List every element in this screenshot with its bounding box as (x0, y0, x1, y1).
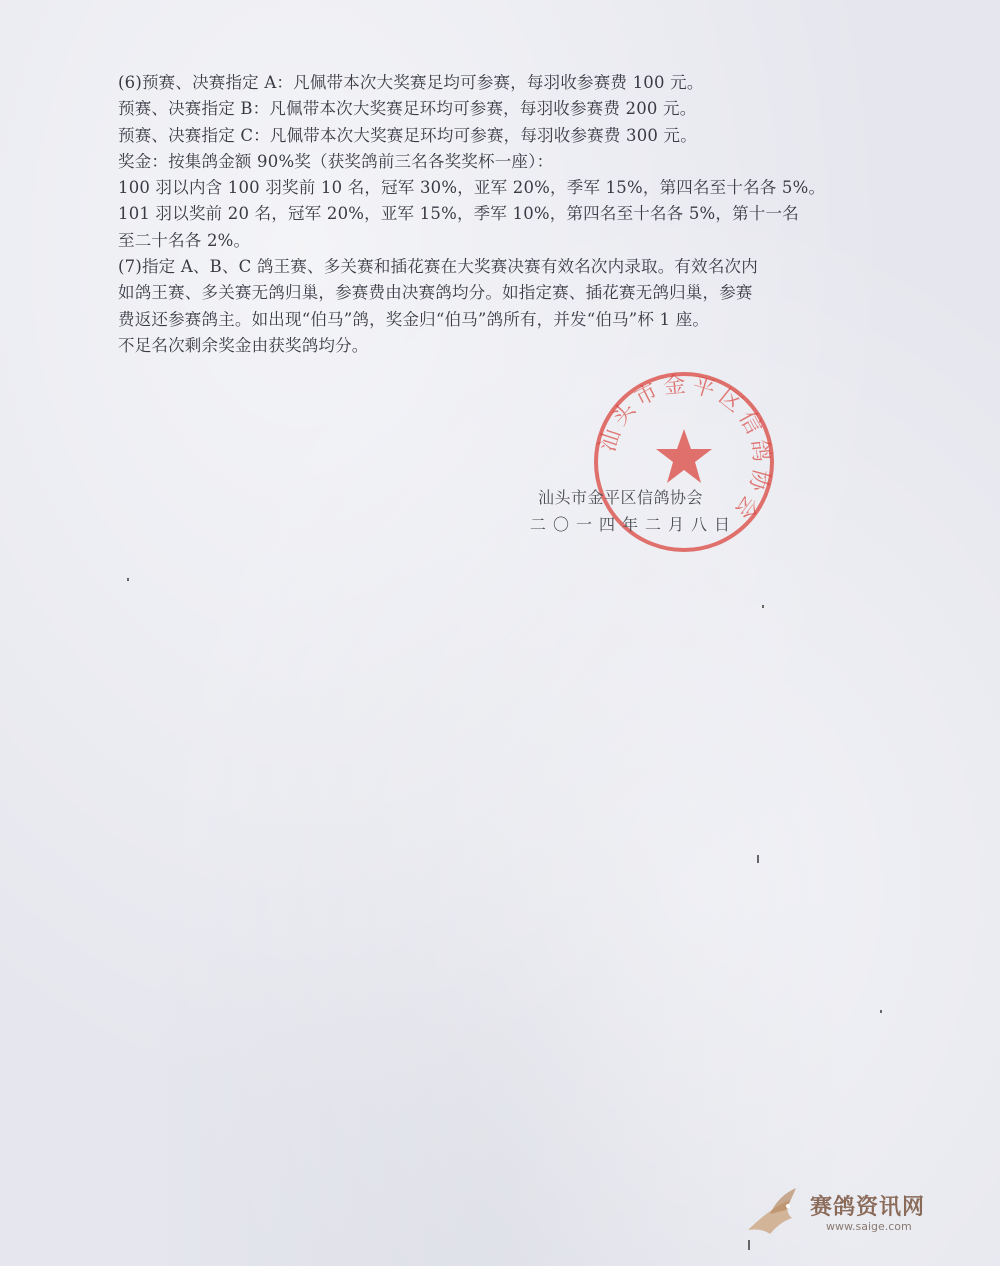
pigeon-logo-icon (740, 1178, 810, 1248)
watermark-name: 赛鸽资讯网 (810, 1195, 926, 1220)
text-line: 预赛、决赛指定 C：凡佩带本次大奖赛足环均可参赛，每羽收参赛费 300 元。 (118, 125, 697, 145)
text-line: 至二十名各 2%。 (118, 230, 251, 250)
text-line: 100 羽以内含 100 羽奖前 10 名，冠军 30%，亚军 20%，季军 15%，第四名至十名各 5%。 (118, 178, 826, 198)
signature-date: 二〇一四年二月八日 (530, 515, 738, 534)
signature-organization: 汕头市金平区信鸽协会 (538, 488, 704, 507)
site-watermark (740, 1178, 960, 1248)
star-icon (656, 429, 712, 483)
text-line: (6)预赛、决赛指定 A：凡佩带本次大奖赛足均可参赛，每羽收参赛费 100 元。 (118, 73, 704, 92)
scan-speck (757, 855, 759, 863)
document-body (118, 70, 898, 359)
text-line: 不足名次剩余奖金由获奖鸽均分。 (118, 335, 369, 355)
text-line: (7)指定 A、B、C 鸽王赛、多关赛和插花赛在大奖赛决赛有效名次内录取。有效名次内 (118, 257, 758, 277)
scan-speck (880, 1010, 882, 1013)
text-line: 101 羽以奖前 20 名，冠军 20%，亚军 15%，季军 10%，第四名至十名各 5%，第十一名 (118, 204, 799, 224)
text-line: 预赛、决赛指定 B：凡佩带本次大奖赛足环均可参赛，每羽收参赛费 200 元。 (118, 99, 697, 119)
signature-block (530, 484, 737, 538)
watermark-url: www.saige.com (826, 1220, 912, 1233)
scan-speck (127, 578, 129, 581)
seal-text: 汕头市金平区信鸽协会 (595, 372, 774, 527)
text-line: 奖金：按集鸽金额 90%奖（获奖鸽前三名各奖奖杯一座）： (118, 151, 554, 171)
text-line: 费返还参赛鸽主。如出现“伯马”鸽，奖金归“伯马”鸽所有，并发“伯马”杯 1 座。 (118, 309, 710, 329)
text-line: 如鸽王赛、多关赛无鸽归巢，参赛费由决赛鸽均分。如指定赛、插花赛无鸽归巢，参赛 (118, 283, 753, 303)
scan-speck (762, 605, 764, 608)
